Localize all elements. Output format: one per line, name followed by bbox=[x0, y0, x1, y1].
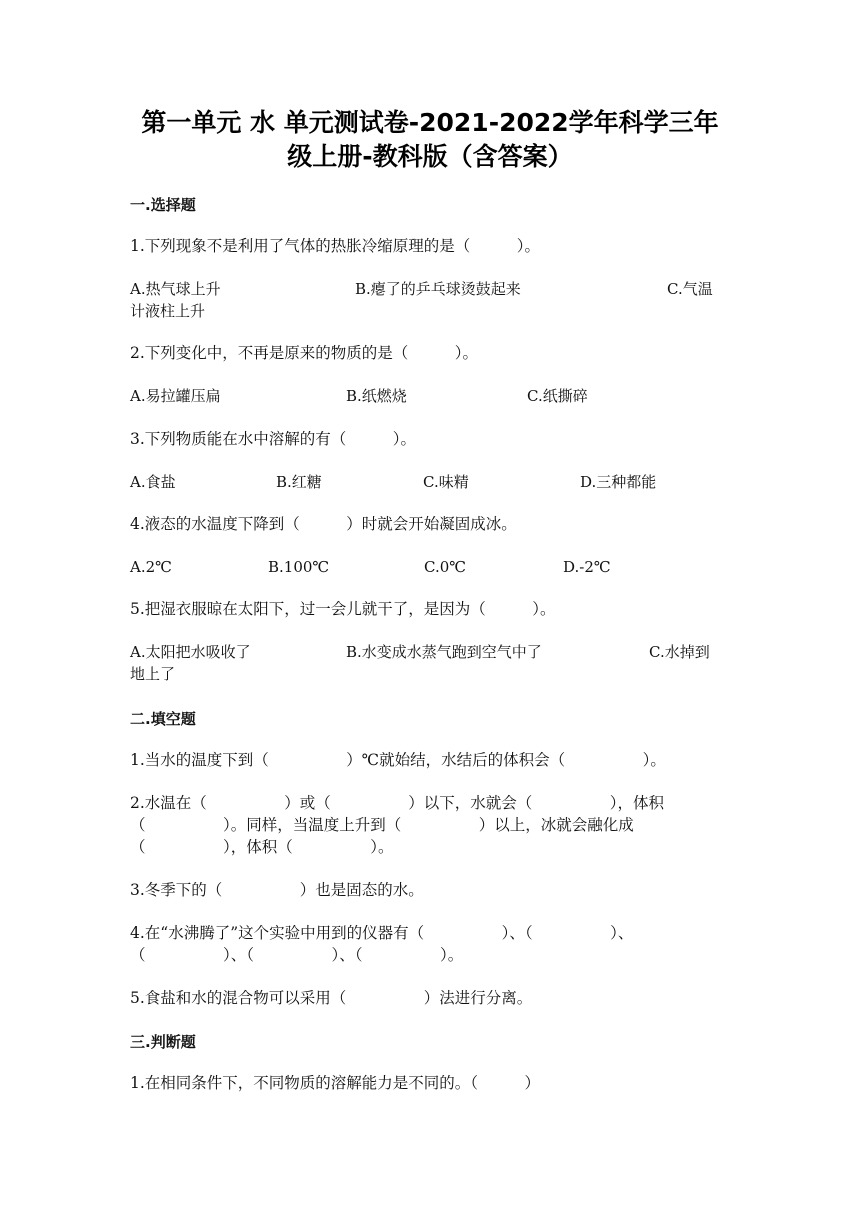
options-choice-3 bbox=[130, 471, 730, 493]
question-text: 液态的水温度下降到（ ）时就会开始凝固成冰。 bbox=[144, 515, 517, 533]
options-choice-1 bbox=[130, 278, 730, 300]
question-number: 2. bbox=[130, 794, 145, 812]
question-number: 4. bbox=[130, 924, 145, 942]
question-fill-2-line-2: （ ）。同样，当温度上升到（ ）以上，冰就会融化成 bbox=[130, 816, 634, 834]
section-heading-choice: 一.选择题 bbox=[130, 196, 196, 214]
question-judge-1 bbox=[130, 1072, 730, 1094]
question-fill-1 bbox=[130, 749, 730, 771]
question-fill-3 bbox=[130, 879, 730, 901]
section-heading-judge: 三.判断题 bbox=[130, 1033, 196, 1051]
question-text: 当水的温度下到（ ）℃就始结，水结后的体积会（ ）。 bbox=[144, 751, 666, 769]
question-choice-5 bbox=[130, 598, 730, 620]
page-title-line-2: 级上册-教科版（含答案） bbox=[287, 142, 573, 171]
question-text: 冬季下的（ ）也是固态的水。 bbox=[144, 881, 424, 899]
option-c: C.气温 bbox=[667, 280, 713, 298]
question-number: 1. bbox=[130, 751, 145, 769]
question-fill-4-line-2: （ ）、（ ）、（ ）。 bbox=[130, 946, 464, 964]
options-choice-2 bbox=[130, 385, 730, 407]
question-text: 在相同条件下，不同物质的溶解能力是不同的。（ ） bbox=[144, 1074, 541, 1092]
question-number: 5. bbox=[130, 989, 145, 1007]
option-b: B.瘪了的乒乓球烫鼓起来 bbox=[355, 280, 521, 298]
question-number: 4. bbox=[130, 515, 145, 533]
option-a: A.食盐 bbox=[130, 473, 176, 491]
option-c-continuation: 地上了 bbox=[130, 665, 176, 683]
question-choice-1 bbox=[130, 235, 730, 257]
question-text: 下列现象不是利用了气体的热胀冷缩原理的是（ ）。 bbox=[144, 237, 541, 255]
question-text: 下列物质能在水中溶解的有（ ）。 bbox=[144, 430, 417, 448]
question-number: 2. bbox=[130, 344, 145, 362]
question-fill-2-line-1 bbox=[130, 792, 730, 814]
question-text: 在“水沸腾了”这个实验中用到的仪器有（ ）、（ ）、 bbox=[144, 924, 634, 942]
option-b: B.红糖 bbox=[276, 473, 322, 491]
section-heading-fill: 二.填空题 bbox=[130, 710, 196, 728]
option-a: A.热气球上升 bbox=[130, 280, 221, 298]
question-number: 1. bbox=[130, 237, 145, 255]
option-b: B.纸燃烧 bbox=[346, 387, 407, 405]
question-choice-3 bbox=[130, 428, 730, 450]
page-title-line-1: 第一单元 水 单元测试卷-2021-2022学年科学三年 bbox=[141, 108, 719, 137]
question-text: 食盐和水的混合物可以采用（ ）法进行分离。 bbox=[144, 989, 533, 1007]
options-choice-4 bbox=[130, 556, 730, 578]
question-number: 5. bbox=[130, 600, 145, 618]
question-fill-5 bbox=[130, 987, 730, 1009]
question-number: 1. bbox=[130, 1074, 145, 1092]
option-c: C.味精 bbox=[423, 473, 469, 491]
question-choice-4 bbox=[130, 513, 730, 535]
option-c: C.纸撕碎 bbox=[527, 387, 588, 405]
option-d: D.三种都能 bbox=[580, 473, 657, 491]
question-text: 下列变化中，不再是原来的物质的是（ ）。 bbox=[144, 344, 479, 362]
question-number: 3. bbox=[130, 430, 145, 448]
option-c: C.0℃ bbox=[424, 558, 467, 576]
question-fill-2-line-3: （ ），体积（ ）。 bbox=[130, 838, 394, 856]
question-text: 水温在（ ）或（ ）以下，水就会（ ），体积 bbox=[144, 794, 665, 812]
question-number: 3. bbox=[130, 881, 145, 899]
options-choice-5 bbox=[130, 641, 730, 663]
option-a: A.2℃ bbox=[130, 558, 172, 576]
question-fill-4-line-1 bbox=[130, 922, 730, 944]
option-c-continuation: 计液柱上升 bbox=[130, 302, 206, 320]
option-b: B.水变成水蒸气跑到空气中了 bbox=[346, 643, 542, 661]
option-c: C.水掉到 bbox=[649, 643, 710, 661]
option-d: D.-2℃ bbox=[563, 558, 611, 576]
question-choice-2 bbox=[130, 342, 730, 364]
option-a: A.易拉罐压扁 bbox=[130, 387, 221, 405]
question-text: 把湿衣服晾在太阳下，过一会儿就干了，是因为（ ）。 bbox=[144, 600, 556, 618]
option-b: B.100℃ bbox=[268, 558, 330, 576]
option-a: A.太阳把水吸收了 bbox=[130, 643, 251, 661]
